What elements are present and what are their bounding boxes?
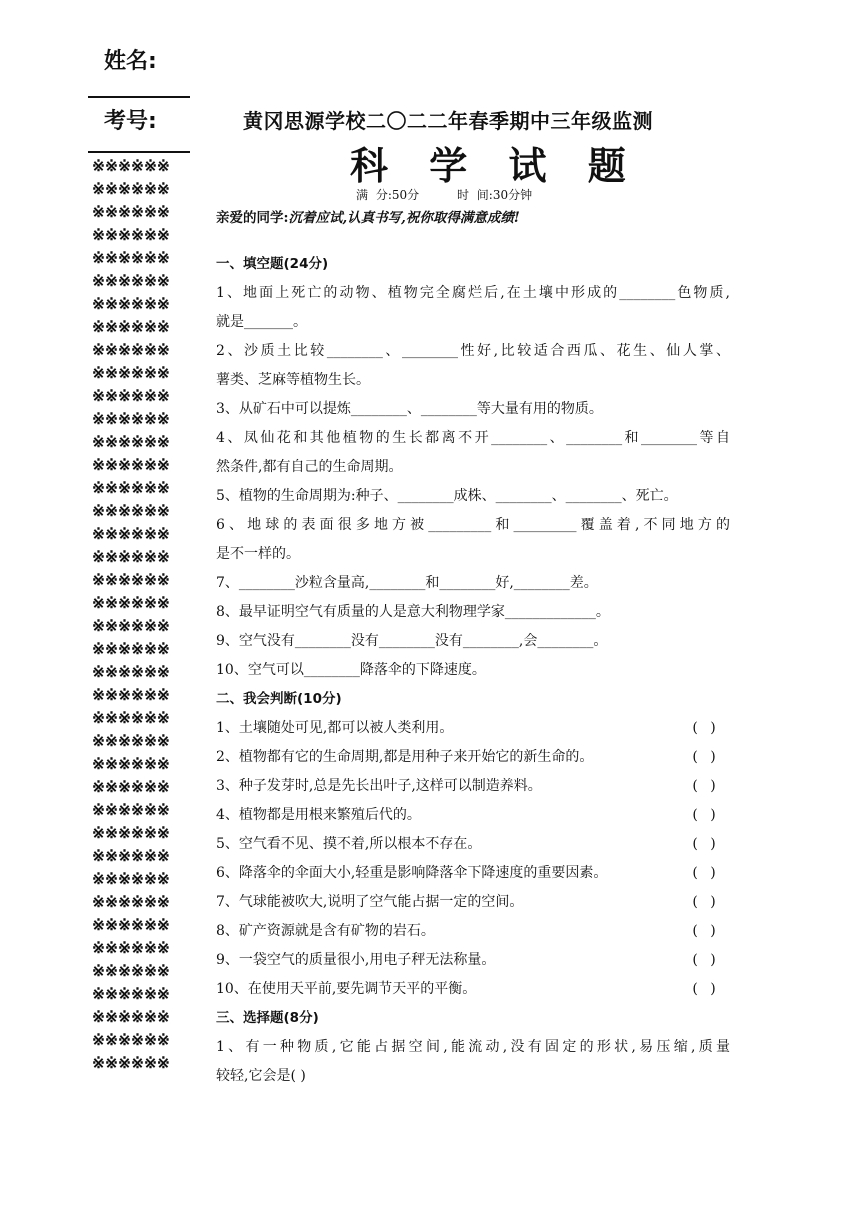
judge-statement: 1、土壤随处可见,都可以被人类利用。 bbox=[216, 720, 454, 736]
fill-question-line: 10、空气可以________降落伞的下降速度。 bbox=[216, 662, 486, 678]
answer-blank[interactable]: ( ) bbox=[692, 720, 720, 736]
star-row: ※※※※※※ bbox=[92, 962, 170, 980]
school-heading: 黄冈思源学校二〇二二年春季期中三年级监测 bbox=[243, 109, 653, 133]
star-row: ※※※※※※ bbox=[92, 157, 170, 175]
fill-question-line: 5、植物的生命周期为:种子、________成株、________、________、死亡。 bbox=[216, 488, 678, 504]
star-row: ※※※※※※ bbox=[92, 410, 170, 428]
exam-number-label: 考号: bbox=[104, 109, 157, 134]
fill-question-line: 3、从矿石中可以提炼________、________等大量有用的物质。 bbox=[216, 401, 603, 417]
judge-item bbox=[216, 946, 730, 975]
star-row: ※※※※※※ bbox=[92, 1008, 170, 1026]
answer-blank[interactable]: ( ) bbox=[692, 952, 720, 968]
name-label: 姓名: bbox=[104, 49, 157, 74]
judge-item bbox=[216, 917, 730, 946]
judge-item bbox=[216, 975, 730, 1004]
fill-question-line: 2、沙质土比较________、________性好,比较适合西瓜、花生、仙人掌、 bbox=[216, 343, 730, 359]
star-row: ※※※※※※ bbox=[92, 916, 170, 934]
star-row: ※※※※※※ bbox=[92, 663, 170, 681]
fill-question-line: 7、________沙粒含量高,________和________好,________差。 bbox=[216, 575, 598, 591]
divider-line bbox=[88, 151, 190, 153]
exam-time: 时 间:30分钟 bbox=[456, 188, 533, 202]
fill-question-line: 8、最早证明空气有质量的人是意大利物理学家_____________。 bbox=[216, 604, 610, 620]
star-row: ※※※※※※ bbox=[92, 709, 170, 727]
star-row: ※※※※※※ bbox=[92, 870, 170, 888]
star-row: ※※※※※※ bbox=[92, 594, 170, 612]
judge-statement: 9、一袋空气的质量很小,用电子秤无法称量。 bbox=[216, 952, 496, 968]
answer-blank[interactable]: ( ) bbox=[692, 778, 720, 794]
judge-statement: 5、空气看不见、摸不着,所以根本不存在。 bbox=[216, 836, 482, 852]
star-row: ※※※※※※ bbox=[92, 732, 170, 750]
judge-statement: 7、气球能被吹大,说明了空气能占据一定的空间。 bbox=[216, 894, 524, 910]
answer-blank[interactable]: ( ) bbox=[692, 894, 720, 910]
seal-line-stars bbox=[92, 155, 192, 1075]
fill-question-line: 就是_______。 bbox=[216, 314, 307, 330]
answer-blank[interactable]: ( ) bbox=[692, 836, 720, 852]
fill-question-line: 1、地面上死亡的动物、植物完全腐烂后,在土壤中形成的________色物质, bbox=[216, 285, 730, 301]
section-heading-choice: 三、选择题(8分) bbox=[216, 1010, 319, 1026]
star-row: ※※※※※※ bbox=[92, 433, 170, 451]
choice-question-line: 1、有一种物质,它能占据空间,能流动,没有固定的形状,易压缩,质量 bbox=[216, 1039, 730, 1055]
section-heading-fill: 一、填空题(24分) bbox=[216, 256, 329, 272]
choice-question-line: 较轻,它会是( ) bbox=[216, 1068, 306, 1084]
fill-question-line: 6、地球的表面很多地方被_________和_________覆盖着,不同地方的 bbox=[216, 517, 730, 533]
greeting bbox=[216, 206, 520, 226]
star-row: ※※※※※※ bbox=[92, 571, 170, 589]
fill-question-line: 薯类、芝麻等植物生长。 bbox=[216, 372, 370, 388]
answer-blank[interactable]: ( ) bbox=[692, 807, 720, 823]
fill-question-line: 4、凤仙花和其他植物的生长都离不开________、________和________等自 bbox=[216, 430, 730, 446]
star-row: ※※※※※※ bbox=[92, 295, 170, 313]
star-row: ※※※※※※ bbox=[92, 1031, 170, 1049]
judge-item bbox=[216, 801, 730, 830]
exam-body bbox=[216, 250, 730, 1091]
fill-question-line: 9、空气没有________没有________没有________,会________。 bbox=[216, 633, 608, 649]
star-row: ※※※※※※ bbox=[92, 525, 170, 543]
divider-line bbox=[88, 96, 190, 98]
star-row: ※※※※※※ bbox=[92, 1054, 170, 1072]
star-row: ※※※※※※ bbox=[92, 824, 170, 842]
full-marks: 满 分:50分 bbox=[356, 188, 420, 202]
star-row: ※※※※※※ bbox=[92, 893, 170, 911]
judge-statement: 3、种子发芽时,总是先长出叶子,这样可以制造养料。 bbox=[216, 778, 542, 794]
greeting-lead: 亲爱的同学: bbox=[216, 210, 289, 226]
star-row: ※※※※※※ bbox=[92, 985, 170, 1003]
star-row: ※※※※※※ bbox=[92, 341, 170, 359]
judge-statement: 8、矿产资源就是含有矿物的岩石。 bbox=[216, 923, 435, 939]
star-row: ※※※※※※ bbox=[92, 364, 170, 382]
judge-item bbox=[216, 830, 730, 859]
fill-question-line: 是不一样的。 bbox=[216, 546, 300, 562]
star-row: ※※※※※※ bbox=[92, 203, 170, 221]
answer-blank[interactable]: ( ) bbox=[692, 923, 720, 939]
judge-item bbox=[216, 859, 730, 888]
star-row: ※※※※※※ bbox=[92, 249, 170, 267]
judge-item bbox=[216, 772, 730, 801]
star-row: ※※※※※※ bbox=[92, 272, 170, 290]
judge-item bbox=[216, 743, 730, 772]
page-title: 科 学 试 题 bbox=[350, 143, 640, 188]
star-row: ※※※※※※ bbox=[92, 847, 170, 865]
star-row: ※※※※※※ bbox=[92, 801, 170, 819]
judge-statement: 2、植物都有它的生命周期,都是用种子来开始它的新生命的。 bbox=[216, 749, 594, 765]
judge-item bbox=[216, 888, 730, 917]
star-row: ※※※※※※ bbox=[92, 180, 170, 198]
star-row: ※※※※※※ bbox=[92, 778, 170, 796]
star-row: ※※※※※※ bbox=[92, 502, 170, 520]
answer-blank[interactable]: ( ) bbox=[692, 749, 720, 765]
answer-blank[interactable]: ( ) bbox=[692, 981, 720, 997]
star-row: ※※※※※※ bbox=[92, 939, 170, 957]
star-row: ※※※※※※ bbox=[92, 640, 170, 658]
greeting-body: 沉着应试,认真书写,祝你取得满意成绩! bbox=[288, 210, 520, 226]
section-heading-judge: 二、我会判断(10分) bbox=[216, 691, 342, 707]
star-row: ※※※※※※ bbox=[92, 548, 170, 566]
star-row: ※※※※※※ bbox=[92, 318, 170, 336]
star-row: ※※※※※※ bbox=[92, 617, 170, 635]
star-row: ※※※※※※ bbox=[92, 387, 170, 405]
star-row: ※※※※※※ bbox=[92, 686, 170, 704]
judge-item bbox=[216, 714, 730, 743]
judge-statement: 10、在使用天平前,要先调节天平的平衡。 bbox=[216, 981, 477, 997]
judge-statement: 4、植物都是用根来繁殖后代的。 bbox=[216, 807, 421, 823]
star-row: ※※※※※※ bbox=[92, 755, 170, 773]
star-row: ※※※※※※ bbox=[92, 479, 170, 497]
fill-question-line: 然条件,都有自己的生命周期。 bbox=[216, 459, 403, 475]
exam-meta bbox=[356, 186, 562, 203]
star-row: ※※※※※※ bbox=[92, 456, 170, 474]
judge-statement: 6、降落伞的伞面大小,轻重是影响降落伞下降速度的重要因素。 bbox=[216, 865, 608, 881]
star-row: ※※※※※※ bbox=[92, 226, 170, 244]
answer-blank[interactable]: ( ) bbox=[692, 865, 720, 881]
